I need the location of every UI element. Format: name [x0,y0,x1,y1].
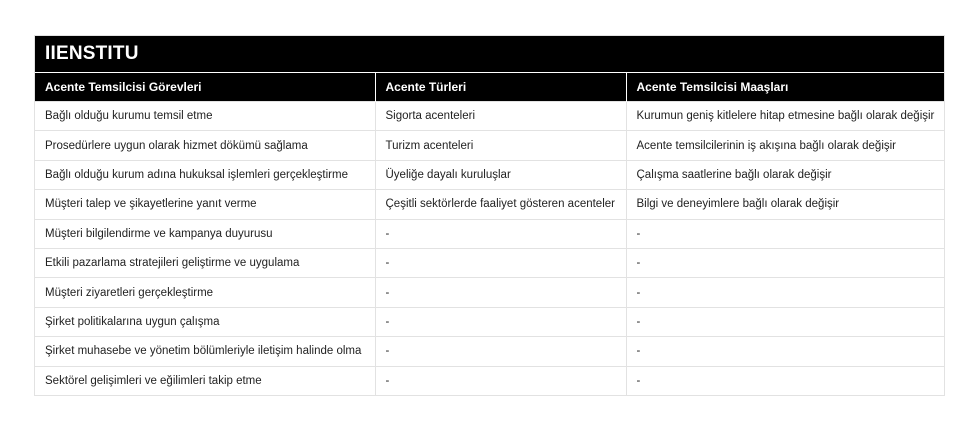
table-cell-agency-type: - [375,307,626,336]
table-row [35,337,944,366]
column-header-duties: Acente Temsilcisi Görevleri [35,73,375,102]
table-cell-salary: Acente temsilcilerinin iş akışına bağlı olarak değişir [626,131,944,160]
table-cell-agency-type: - [375,219,626,248]
table-cell-duty: Etkili pazarlama stratejileri geliştirme ve uygulama [35,248,375,277]
table-cell-salary: Kurumun geniş kitlelere hitap etmesine bağlı olarak değişir [626,102,944,131]
table-cell-duty: Bağlı olduğu kurumu temsil etme [35,102,375,131]
table-cell-duty: Müşteri talep ve şikayetlerine yanıt verme [35,190,375,219]
column-header-salaries: Acente Temsilcisi Maaşları [626,73,944,102]
table-cell-salary: - [626,307,944,336]
table-cell-agency-type: - [375,337,626,366]
table-cell-duty: Müşteri ziyaretleri gerçekleştirme [35,278,375,307]
table-cell-salary: - [626,337,944,366]
table-cell-duty: Şirket politikalarına uygun çalışma [35,307,375,336]
table-row [35,307,944,336]
table-cell-duty: Müşteri bilgilendirme ve kampanya duyurusu [35,219,375,248]
table-cell-duty: Sektörel gelişimleri ve eğilimleri takip etme [35,366,375,395]
table-header [35,73,944,102]
table-cell-salary: - [626,219,944,248]
table-cell-duty: Şirket muhasebe ve yönetim bölümleriyle iletişim halinde olma [35,337,375,366]
column-header-agency-types: Acente Türleri [375,73,626,102]
table-row [35,160,944,189]
table-cell-agency-type: Sigorta acenteleri [375,102,626,131]
data-table [35,72,944,395]
table-row [35,190,944,219]
brand-title: IIENSTITU [35,36,944,72]
table-cell-agency-type: - [375,278,626,307]
table-cell-salary: Çalışma saatlerine bağlı olarak değişir [626,160,944,189]
table-cell-agency-type: Turizm acenteleri [375,131,626,160]
table-body [35,102,944,396]
table-cell-salary: - [626,366,944,395]
table-cell-agency-type: Çeşitli sektörlerde faaliyet gösteren acenteler [375,190,626,219]
data-table-container [34,35,945,396]
table-cell-agency-type: - [375,248,626,277]
table-cell-agency-type: Üyeliğe dayalı kuruluşlar [375,160,626,189]
table-cell-salary: - [626,248,944,277]
table-row [35,102,944,131]
table-row [35,366,944,395]
table-row [35,278,944,307]
table-cell-salary: - [626,278,944,307]
header-row [35,73,944,102]
table-cell-duty: Prosedürlere uygun olarak hizmet dökümü sağlama [35,131,375,160]
table-cell-duty: Bağlı olduğu kurum adına hukuksal işlemleri gerçekleştirme [35,160,375,189]
table-cell-agency-type: - [375,366,626,395]
table-cell-salary: Bilgi ve deneyimlere bağlı olarak değişir [626,190,944,219]
table-row [35,219,944,248]
table-row [35,131,944,160]
table-row [35,248,944,277]
